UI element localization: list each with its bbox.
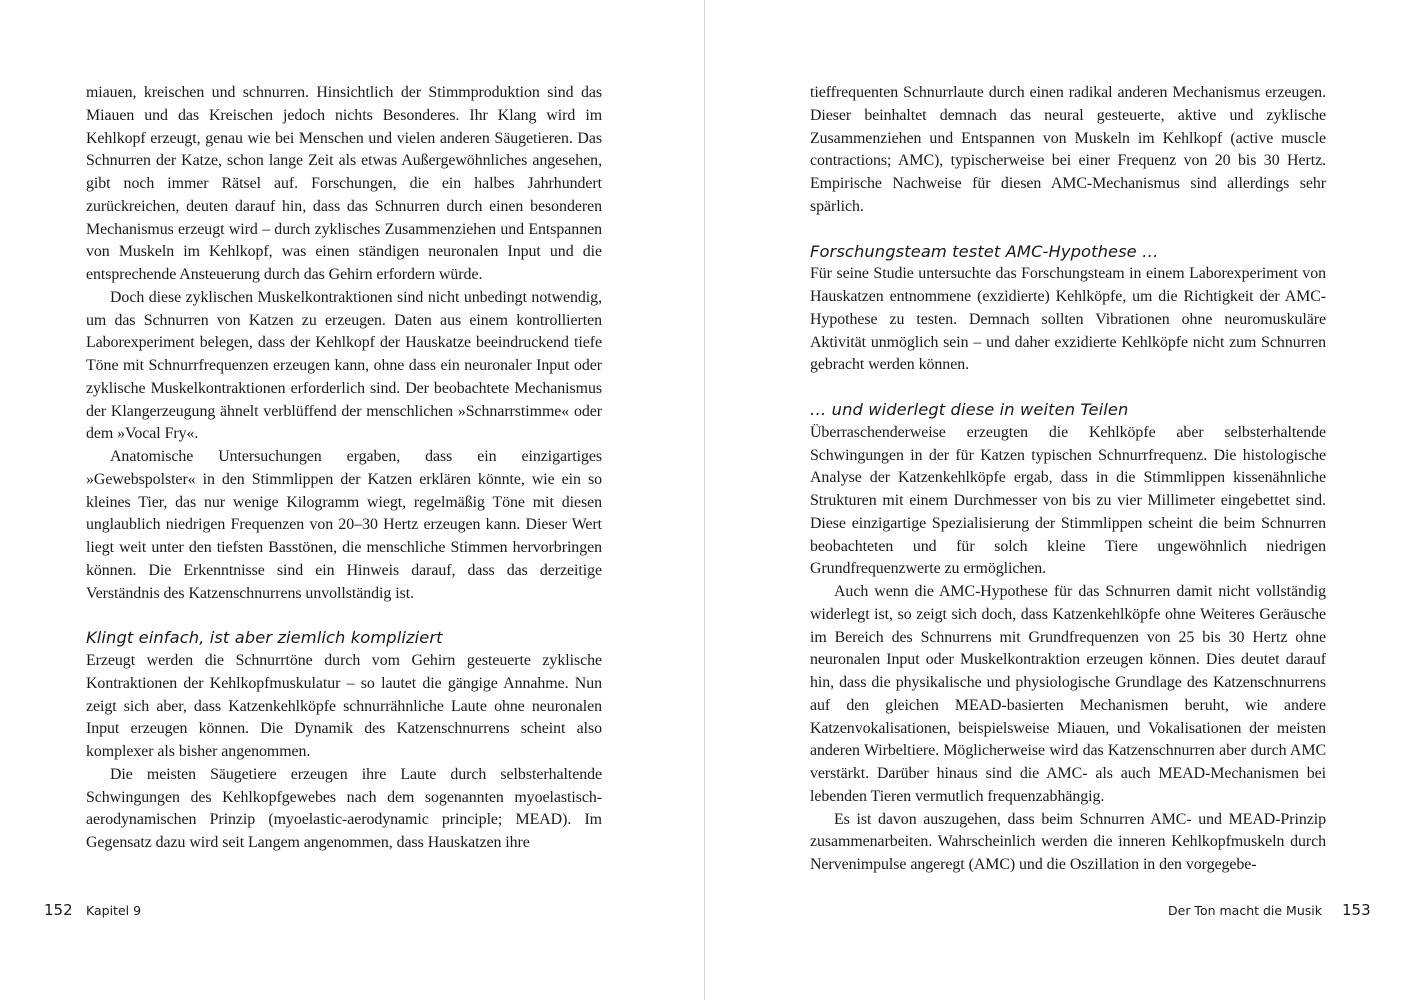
left-paragraph-5: Die meisten Säugetiere erzeugen ihre Laute durch selbsterhaltende Schwingungen des Kehlkopfgewebes nach dem sogenannten myoelastisch-aerodynamischen Prinzip (myoelastic-aerodynamic principle; MEAD). Im Gegensatz dazu wird seit Langem angenommen, dass Hauskatzen ihre <box>86 765 602 851</box>
right-paragraph-2: Für seine Studie untersuchte das Forschungsteam in einem Laborexperiment von Hauskatzen entnommene (exzidierte) Kehlköpfe, um die Richtigkeit der AMC-Hypothese zu testen. Demnach sollten Vibrationen ohne neuromuskuläre Aktivität unmöglich sein – und daher exzidierte Kehlköpfe nicht zum Schnurren gebracht werden können. <box>810 265 1326 374</box>
left-page-number: 152 <box>44 901 73 919</box>
right-paragraph-3: Überraschenderweise erzeugten die Kehlköpfe aber selbsterhaltende Schwingungen in der für Katzen typischen Schnurrfrequenz. Die histologische Analyse der Katzenkehlköpfe ergab, dass in die Stimmlippen kissenähnliche Strukturen mit einem Durchmesser von bis zu vier Millimeter eingebettet sind. Diese einzigartige Spezialisierung der Stimmlippen scheint die beim Schnurren beobachteten und für solch kleine Tiere ungewöhnlich niedrigen Grundfrequenzwerte zu ermöglichen. <box>810 423 1326 578</box>
right-page-number: 153 <box>1342 901 1371 919</box>
left-paragraph-3: Anatomische Untersuchungen ergaben, dass ein einzigartiges »Gewebspolster« in den Stimmlippen der Katzen erklären könnte, wie ein so kleines Tier, das nur wenige Kilogramm wiegt, regelmäßig Töne mit diesen unglaublich niedrigen Frequenzen von 20–30 Hertz erzeugen kann. Dieser Wert liegt weit unter den tiefsten Basstönen, die menschliche Stimmen hervorbringen können. Die Erkenntnisse sind ein Hinweis darauf, dass das derzeitige Verständnis des Katzenschnurrens unvollständig ist. <box>86 448 602 602</box>
right-section-heading-1: Forschungsteam testet AMC-Hypothese … <box>810 241 1159 261</box>
right-running-head: Der Ton macht die Musik <box>1168 903 1322 918</box>
left-paragraph-4: Erzeugt werden die Schnurrtöne durch vom Gehirn gesteuerte zyklische Kontraktionen der Kehlkopfmuskulatur – so lautet die gängige Annahme. Nun zeigt sich aber, dass Katzenkehlköpfe schnurrähnliche Laute ohne neuronalen Input erzeugen können. Die Dynamik des Katzenschnurrens scheint also komplexer als bisher angenommen. <box>86 652 602 760</box>
spine-divider <box>704 0 705 1000</box>
right-page <box>810 82 1326 877</box>
left-paragraph-2: Doch diese zyklischen Muskelkontraktionen sind nicht unbedingt notwendig, um das Schnurren von Katzen zu erzeugen. Daten aus einem kontrollierten Laborexperiment belegen, dass der Kehlkopf der Hauskatze beeindruckend tiefe Töne mit Schnurrfrequenzen erzeugen kann, ohne dass ein neuronaler Input oder zyklische Muskelkontraktionen erforderlich sind. Der beobachtete Mechanismus der Klangerzeugung ähnelt verblüffend der menschlichen »Schnarrstimme« oder dem »Vocal Fry«. <box>86 288 602 443</box>
left-section-heading: Klingt einfach, ist aber ziemlich kompliziert <box>86 628 443 648</box>
left-running-head: Kapitel 9 <box>86 903 142 918</box>
right-paragraph-5: Es ist davon auszugehen, dass beim Schnurren AMC- und MEAD-Prinzip zusammenarbeiten. Wahrscheinlich werden die inneren Kehlkopfmuskeln durch Nervenimpulse angeregt (AMC) und die Oszillation in den vorgegebe- <box>810 810 1326 873</box>
left-page <box>86 82 602 855</box>
right-paragraph-4: Auch wenn die AMC-Hypothese für das Schnurren damit nicht vollständig widerlegt ist, so zeigt sich doch, dass Katzenkehlköpfe ohne Weiteres Geräusche im Bereich des Schnurrens mit Grundfrequenzen von 25 bis 30 Hertz ohne neuronalen Input oder Muskelkontraktion erzeugen können. Dies deutet darauf hin, dass die physikalische und physiologische Grundlage des Katzenschnurrens auf den gleichen MEAD-basierten Mechanismen beruht, wie andere Katzenvokalisationen, beispielsweise Miauen, und Vokalisationen der meisten anderen Wirbeltiere. Möglicherweise wird das Katzenschnurren aber durch AMC verstärkt. Darüber hinaus sind die AMC- als auch MEAD-Mechanismen bei lebenden Tieren vermutlich frequenzabhängig. <box>810 583 1326 805</box>
right-section-heading-2: … und widerlegt diese in weiten Teilen <box>810 400 1129 419</box>
right-paragraph-1: tieffrequenten Schnurrlaute durch einen radikal anderen Mechanismus erzeugen. Dieser beinhaltet demnach das neural gesteuerte, aktive und zyklische Zusammenziehen und Entspannen von Muskeln im Kehlkopf (active muscle contractions; AMC), typischerweise bei einer Frequenz von 20 bis 30 Hertz. Empirische Nachweise für diesen AMC-Mechanismus sind allerdings sehr spärlich. <box>810 84 1326 215</box>
left-paragraph-1: miauen, kreischen und schnurren. Hinsichtlich der Stimmproduktion sind das Miauen und das Kreischen jedoch nichts Besonderes. Ihr Klang wird im Kehlkopf erzeugt, genau wie bei Menschen und vielen anderen Säugetieren. Das Schnurren der Katze, schon lange Zeit als etwas Außergewöhnliches angesehen, gibt noch immer Rätsel auf. Forschungen, die ein halbes Jahrhundert zurückreichen, deuten darauf hin, dass das Schnurren durch einen besonderen Mechanismus erzeugt wird – durch zyklisches Zusammenziehen und Entspannen von Muskeln im Kehlkopf, was einen ständigen neuronalen Input und die entsprechende Ansteuerung durch das Gehirn erfordern würde. <box>86 84 602 283</box>
